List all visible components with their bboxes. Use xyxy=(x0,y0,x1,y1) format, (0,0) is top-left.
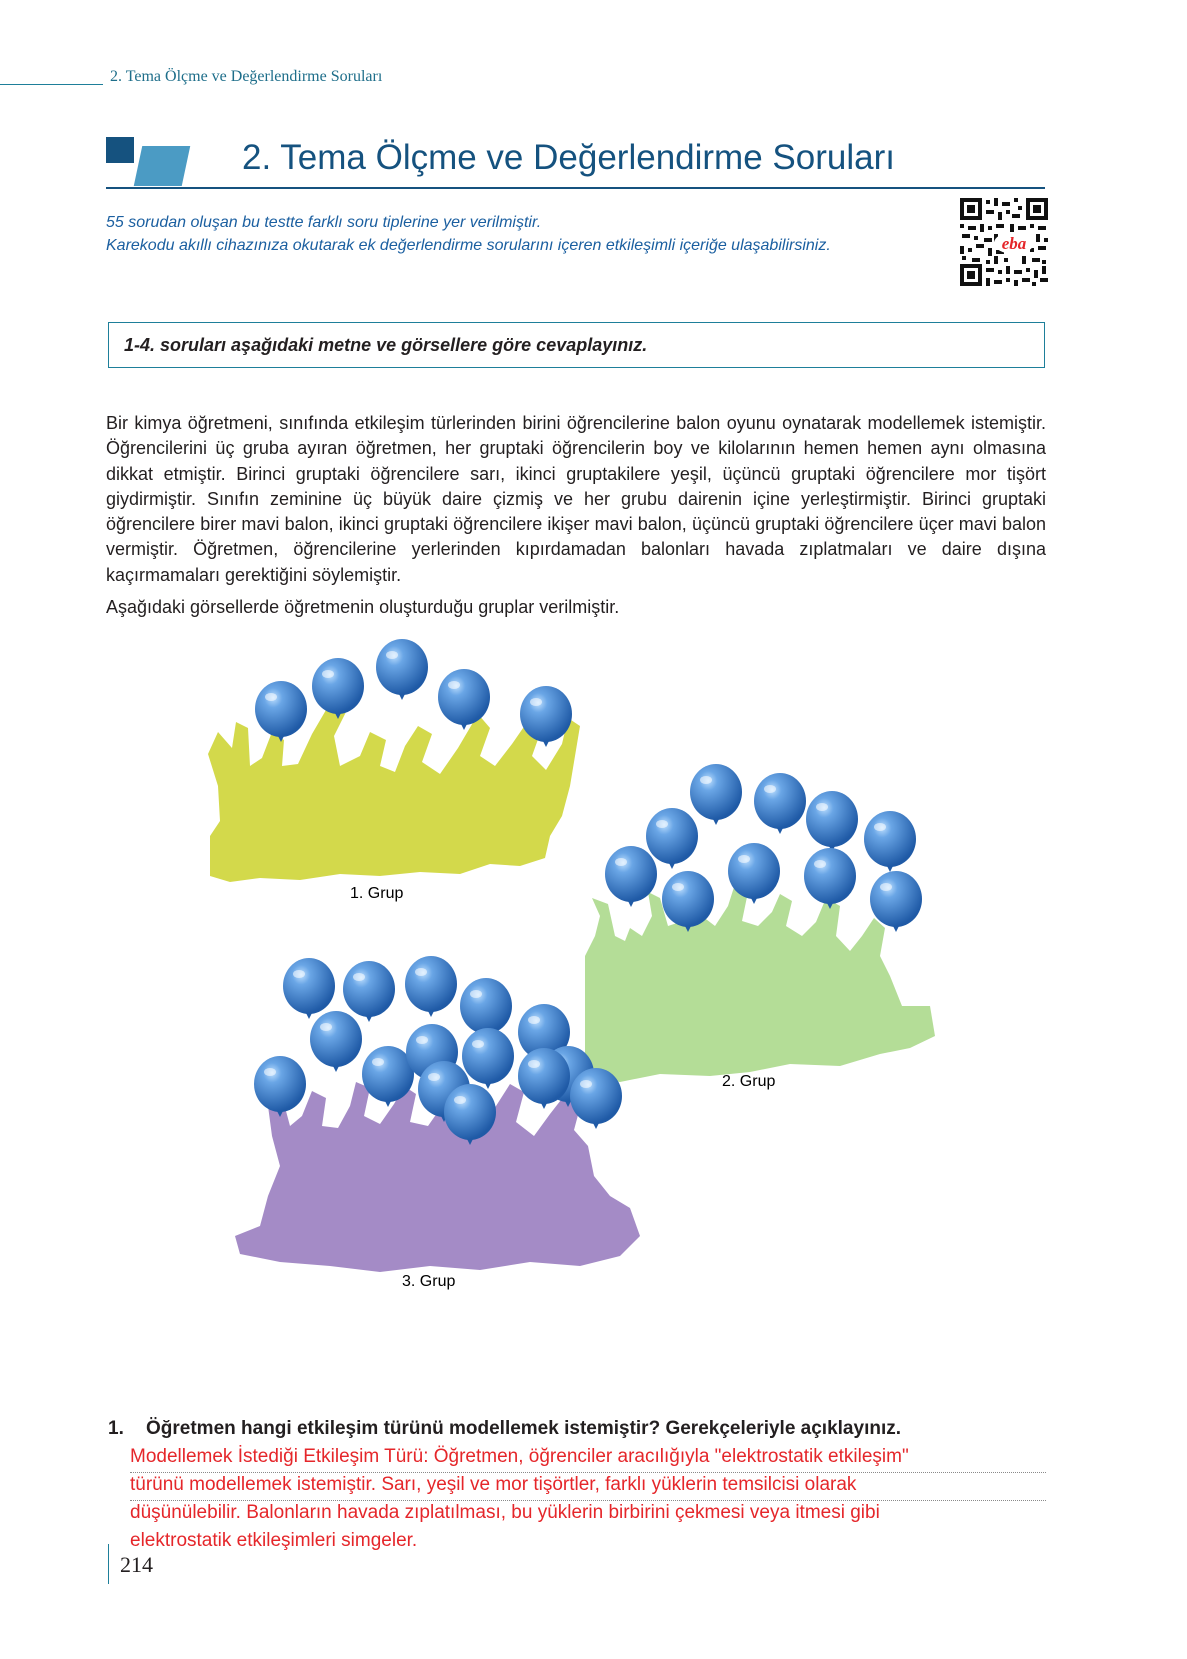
page-number: 214 xyxy=(120,1552,153,1577)
title-decoration xyxy=(106,137,134,163)
group-2-caption: 2. Grup xyxy=(722,1073,776,1090)
instruction-box xyxy=(108,322,1045,368)
balloon xyxy=(646,808,698,869)
group-3-caption: 3. Grup xyxy=(402,1273,456,1290)
eba-logo: eba xyxy=(1001,234,1027,253)
qr-code-icon[interactable] xyxy=(960,198,1048,286)
question-1 xyxy=(108,1418,901,1440)
balloon xyxy=(254,1056,306,1117)
balloon xyxy=(754,773,806,834)
balloon xyxy=(804,848,856,909)
title-rule xyxy=(106,187,1045,189)
intro-line-1: 55 sorudan oluşan bu testte farklı soru tiplerine yer verilmiştir. xyxy=(106,214,542,231)
question-number: 1. xyxy=(108,1418,124,1439)
balloon xyxy=(312,658,364,719)
intro-line-2: Karekodu akıllı cihazınıza okutarak ek değerlendirme sorularını içeren etkileşimli içeriğe ulaşabilirsiniz. xyxy=(106,237,831,254)
groups-figure xyxy=(190,636,990,1356)
answer-line-1: Modellemek İstediği Etkileşim Türü: Öğretmen, öğrenciler aracılığıyla "elektrostatik etkileşim" xyxy=(130,1446,909,1467)
page-title: 2. Tema Ölçme ve Değerlendirme Soruları xyxy=(242,138,895,177)
question-text: Öğretmen hangi etkileşim türünü modellemek istemiştir? Gerekçeleriyle açıklayınız. xyxy=(146,1418,902,1439)
instruction-text: 1-4. soruları aşağıdaki metne ve görsellere göre cevaplayınız. xyxy=(124,335,648,355)
answer-line-3: düşünülebilir. Balonların havada zıplatılması, bu yüklerin birbirini çekmesi veya itmesi gibi xyxy=(130,1502,880,1523)
title-decoration-bar xyxy=(134,146,191,186)
balloon xyxy=(343,961,395,1022)
balloon xyxy=(690,764,742,825)
balloon xyxy=(570,1068,622,1129)
running-head-rule xyxy=(0,84,103,85)
running-head: 2. Tema Ölçme ve Değerlendirme Soruları xyxy=(110,68,383,85)
answer-line-2: türünü modellemek istemiştir. Sarı, yeşil ve mor tişörtler, farklı yüklerin temsilcisi olarak xyxy=(130,1474,857,1495)
balloon xyxy=(255,681,307,742)
group-1-caption: 1. Grup xyxy=(350,885,404,902)
balloon xyxy=(283,958,335,1019)
passage-figure-intro: Aşağıdaki görsellerde öğretmenin oluşturduğu gruplar verilmiştir. xyxy=(106,597,620,617)
balloon xyxy=(462,1028,514,1089)
balloon xyxy=(376,639,428,700)
balloon xyxy=(864,811,916,872)
page-number-rule xyxy=(108,1544,109,1584)
passage: Bir kimya öğretmeni, sınıfında etkileşim türlerinden birini öğrencilerine balon oyunu oynatarak modellemek istemiştir. Öğrencilerini üç gruba ayıran öğretmen, her gruptaki öğrencilerin boy ve kilolarının hemen hemen aynı olmasına dikkat etmiştir. Birinci gruptaki öğrencilere sarı, ikinci gruptakilere yeşil, üçüncü gruptaki öğrencilere mor tişört giydirmiştir. Sınıfın zeminine üç büyük daire çizmiş ve her grubu dairenin içine yerleştirmiştir. Birinci gruptaki öğrencilere birer mavi balon, ikinci gruptaki öğrencilere ikişer mavi balon, üçüncü gruptaki öğrencilere üçer mavi balon vermiştir. Öğretmen, öğrencilerine yerlerinden kıpırdamadan balonları havada zıplatmaları ve daire dışına kaçırmamaları gerektiğini söylemiştir. xyxy=(106,413,1046,585)
answer-line-4: elektrostatik etkileşimleri simgeler. xyxy=(130,1530,418,1551)
balloon xyxy=(310,1011,362,1072)
balloon xyxy=(405,956,457,1017)
balloon xyxy=(806,791,858,852)
